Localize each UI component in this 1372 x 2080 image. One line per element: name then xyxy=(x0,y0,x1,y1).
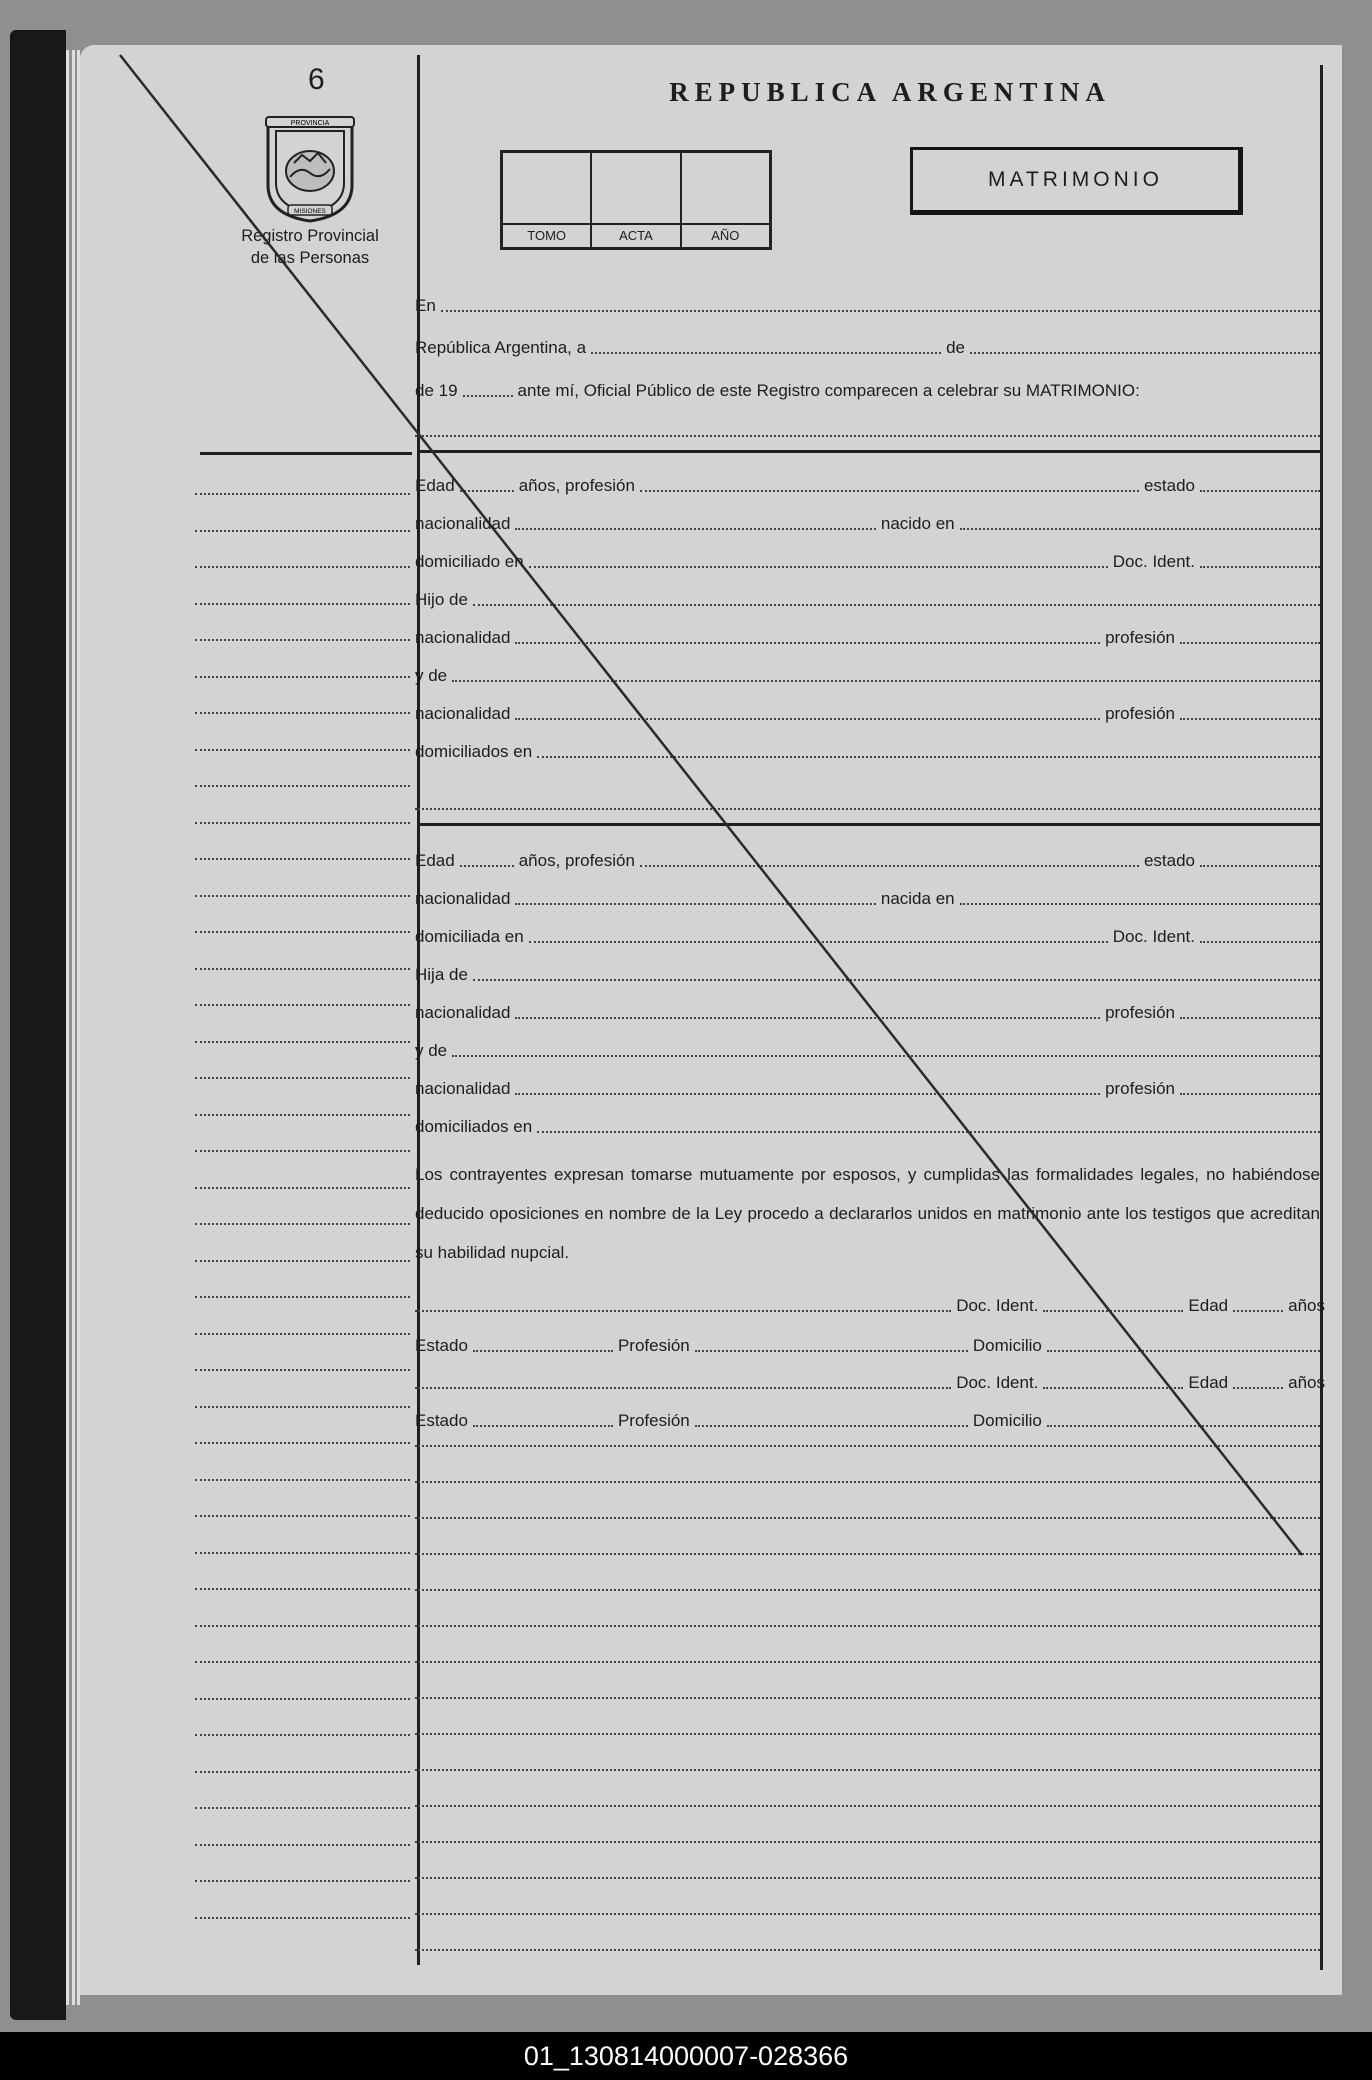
comparecen-text: ante mí, Oficial Público de este Registro comparecen a celebrar su MATRIMONIO: xyxy=(517,381,1140,400)
witness-2-edad-label: Edad xyxy=(1188,1373,1229,1392)
groom-mother-nacionalidad-label: nacionalidad xyxy=(415,704,511,723)
cancellation-line xyxy=(80,45,1342,1995)
groom-father-profesion-label: profesión xyxy=(1105,628,1175,647)
bride-edad-label: Edad xyxy=(415,851,455,870)
witness-2-estado-label: Estado xyxy=(415,1411,468,1430)
acta-label: ACTA xyxy=(592,223,679,247)
groom-domiciliado-label: domiciliado en xyxy=(415,552,524,571)
page-edge xyxy=(72,50,75,2005)
bride-hija-label: Hija de xyxy=(415,965,468,984)
groom-edad-label: Edad xyxy=(415,476,455,495)
witness-2-domicilio-label: Domicilio xyxy=(972,1411,1042,1430)
bride-y-de-label: y de xyxy=(415,1041,448,1060)
republica-label: República Argentina, a xyxy=(415,338,587,357)
bride-doc-label: Doc. Ident. xyxy=(1112,927,1195,946)
ano-label: AÑO xyxy=(682,223,769,247)
bride-father-nacionalidad-label: nacionalidad xyxy=(415,1003,511,1022)
declaration-text: Los contrayentes expresan tomarse mutuamente por esposos, y cumplidas las formalidades legales, no habiéndose deducido oposiciones en nombre de la Ley procedo a declararlos unidos en matrimonio ante los testigos que acreditan su habilidad nupcial. xyxy=(415,1165,1320,1262)
bride-nacionalidad-label: nacionalidad xyxy=(415,889,511,908)
witness-1-edad-label: Edad xyxy=(1188,1296,1229,1315)
bride-anos-profesion-label: años, profesión xyxy=(518,851,635,870)
en-label: En xyxy=(415,296,436,315)
bride-mother-profesion-label: profesión xyxy=(1105,1079,1175,1098)
groom-nacionalidad-label: nacionalidad xyxy=(415,514,511,533)
country-heading: REPUBLICA ARGENTINA xyxy=(669,77,1111,107)
groom-hijo-label: Hijo de xyxy=(415,590,468,609)
groom-anos-profesion-label: años, profesión xyxy=(518,476,635,495)
bride-nacida-label: nacida en xyxy=(880,889,955,908)
scan-caption: 01_130814000007-028366 xyxy=(0,2032,1372,2080)
groom-doc-label: Doc. Ident. xyxy=(1112,552,1195,571)
bride-estado-label: estado xyxy=(1143,851,1195,870)
seal-top-text: PROVINCIA xyxy=(290,120,330,127)
registry-line-1: Registro Provincial xyxy=(241,227,379,245)
groom-y-de-label: y de xyxy=(415,666,448,685)
witness-1-profesion-label: Profesión xyxy=(617,1336,690,1355)
witness-2-profesion-label: Profesión xyxy=(617,1411,690,1430)
groom-father-nacionalidad-label: nacionalidad xyxy=(415,628,511,647)
de-label: de xyxy=(946,338,965,357)
de-19-label: de 19 xyxy=(415,381,458,400)
bride-father-profesion-label: profesión xyxy=(1105,1003,1175,1022)
page-edge xyxy=(66,50,69,2005)
bride-mother-nacionalidad-label: nacionalidad xyxy=(415,1079,511,1098)
groom-mother-profesion-label: profesión xyxy=(1105,704,1175,723)
tomo-label: TOMO xyxy=(503,223,590,247)
bride-domiciliados-label: domiciliados en xyxy=(415,1117,533,1136)
bride-domiciliada-label: domiciliada en xyxy=(415,927,524,946)
binder-spine xyxy=(10,30,66,2020)
witness-2-anos-label: años xyxy=(1288,1373,1325,1392)
witness-1-anos-label: años xyxy=(1288,1296,1325,1315)
groom-domiciliados-label: domiciliados en xyxy=(415,742,533,761)
witness-2-doc-label: Doc. Ident. xyxy=(956,1373,1039,1392)
page-number: 6 xyxy=(308,63,325,96)
groom-estado-label: estado xyxy=(1143,476,1195,495)
registry-line-2: de las Personas xyxy=(250,249,370,267)
witness-1-estado-label: Estado xyxy=(415,1336,468,1355)
witness-1-doc-label: Doc. Ident. xyxy=(956,1296,1039,1315)
record-type-box: MATRIMONIO xyxy=(910,147,1243,215)
register-page xyxy=(80,45,1342,1995)
witness-1-domicilio-label: Domicilio xyxy=(972,1336,1042,1355)
seal-bottom-text: MISIONES xyxy=(294,208,326,215)
groom-nacido-label: nacido en xyxy=(880,514,955,533)
